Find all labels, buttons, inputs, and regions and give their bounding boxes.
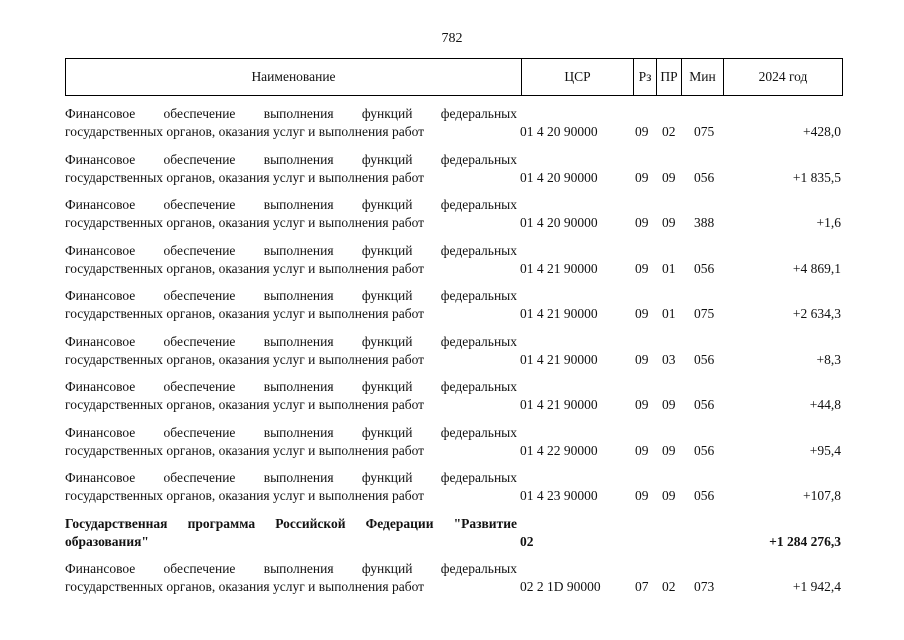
row-pr: 09 <box>662 397 676 412</box>
row-csr: 02 2 1D 90000 <box>520 579 601 594</box>
table-row <box>65 333 843 379</box>
row-rz: 09 <box>635 215 649 230</box>
table-body <box>65 105 843 606</box>
row-rz: 07 <box>635 579 649 594</box>
row-name: Финансовое обеспечение выполнения функций федеральных государственных органов, оказания услуг и выполнения работ <box>65 242 517 276</box>
page-number: 782 <box>441 31 463 46</box>
row-rz: 09 <box>635 260 649 276</box>
row-min: 056 <box>694 351 715 367</box>
table-row <box>65 196 843 242</box>
row-csr: 01 4 21 90000 <box>520 351 598 367</box>
row-value: +107,8 <box>803 488 841 503</box>
row-value: +1 942,4 <box>792 579 841 594</box>
row-rz: 09 <box>635 442 649 458</box>
table-row <box>65 287 843 333</box>
table-row <box>65 560 843 606</box>
row-value: +1 835,5 <box>792 169 841 185</box>
row-csr: 02 <box>520 533 534 549</box>
row-name: Финансовое обеспечение выполнения функций федеральных государственных органов, оказания услуг и выполнения работ <box>65 379 517 412</box>
row-name: Финансовое обеспечение выполнения функций федеральных государственных органов, оказания услуг и выполнения работ <box>65 424 517 458</box>
row-csr: 01 4 21 90000 <box>520 397 598 412</box>
row-value: +428,0 <box>803 124 841 139</box>
row-pr: 09 <box>662 169 676 185</box>
row-csr: 01 4 21 90000 <box>520 306 598 321</box>
row-name: Финансовое обеспечение выполнения функций федеральных государственных органов, оказания услуг и выполнения работ <box>65 333 517 367</box>
row-rz: 09 <box>635 169 649 185</box>
row-name: Финансовое обеспечение выполнения функций федеральных государственных органов, оказания услуг и выполнения работ <box>65 470 517 503</box>
row-rz: 09 <box>635 488 649 503</box>
row-pr: 03 <box>662 351 676 367</box>
row-value: +44,8 <box>809 397 841 412</box>
row-csr: 01 4 23 90000 <box>520 488 598 503</box>
row-name: Финансовое обеспечение выполнения функций федеральных государственных органов, оказания услуг и выполнения работ <box>65 288 517 321</box>
row-min: 056 <box>694 488 715 503</box>
row-value: +1 284 276,3 <box>769 533 841 549</box>
row-pr: 02 <box>662 124 676 139</box>
row-value: +8,3 <box>816 351 841 367</box>
row-min: 388 <box>694 215 715 230</box>
row-min: 056 <box>694 397 715 412</box>
row-name: Государственная программа Российской Федерации "Развитие образования" <box>65 515 517 549</box>
row-rz: 09 <box>635 351 649 367</box>
row-value: +1,6 <box>816 215 841 230</box>
row-pr: 02 <box>662 579 676 594</box>
row-name: Финансовое обеспечение выполнения функций федеральных государственных органов, оказания услуг и выполнения работ <box>65 561 517 594</box>
row-csr: 01 4 22 90000 <box>520 442 598 458</box>
row-csr: 01 4 21 90000 <box>520 260 598 276</box>
table-row <box>65 242 843 288</box>
table-row-program <box>65 515 843 561</box>
row-name: Финансовое обеспечение выполнения функций федеральных государственных органов, оказания услуг и выполнения работ <box>65 197 517 230</box>
row-name: Финансовое обеспечение выполнения функций федеральных государственных органов, оказания услуг и выполнения работ <box>65 151 517 185</box>
row-pr: 01 <box>662 260 676 276</box>
row-min: 056 <box>694 169 715 185</box>
row-value: +2 634,3 <box>792 306 841 321</box>
row-csr: 01 4 20 90000 <box>520 215 598 230</box>
table-row <box>65 378 843 424</box>
table-row <box>65 105 843 151</box>
row-csr: 01 4 20 90000 <box>520 124 598 139</box>
row-min: 075 <box>694 124 715 139</box>
row-value: +95,4 <box>809 442 841 458</box>
row-pr: 09 <box>662 442 676 458</box>
header-year: 2024 год <box>758 69 808 84</box>
header-rz: Рз <box>634 59 657 95</box>
row-rz: 09 <box>635 306 649 321</box>
row-pr: 09 <box>662 488 676 503</box>
row-value: +4 869,1 <box>792 260 841 276</box>
row-name: Финансовое обеспечение выполнения функций федеральных государственных органов, оказания услуг и выполнения работ <box>65 106 517 139</box>
row-min: 056 <box>694 260 715 276</box>
row-csr: 01 4 20 90000 <box>520 169 598 185</box>
row-rz: 09 <box>635 397 649 412</box>
header-csr: ЦСР <box>522 59 634 95</box>
table-row <box>65 469 843 515</box>
table-row <box>65 424 843 470</box>
header-min: Мин <box>682 59 724 95</box>
row-min: 075 <box>694 306 715 321</box>
row-min: 056 <box>694 442 715 458</box>
header-name: Наименование <box>66 59 522 95</box>
table-header <box>65 58 843 96</box>
table-row <box>65 151 843 197</box>
row-rz: 09 <box>635 124 649 139</box>
row-pr: 09 <box>662 215 676 230</box>
row-pr: 01 <box>662 306 676 321</box>
header-pr: ПР <box>657 59 682 95</box>
row-min: 073 <box>694 579 715 594</box>
